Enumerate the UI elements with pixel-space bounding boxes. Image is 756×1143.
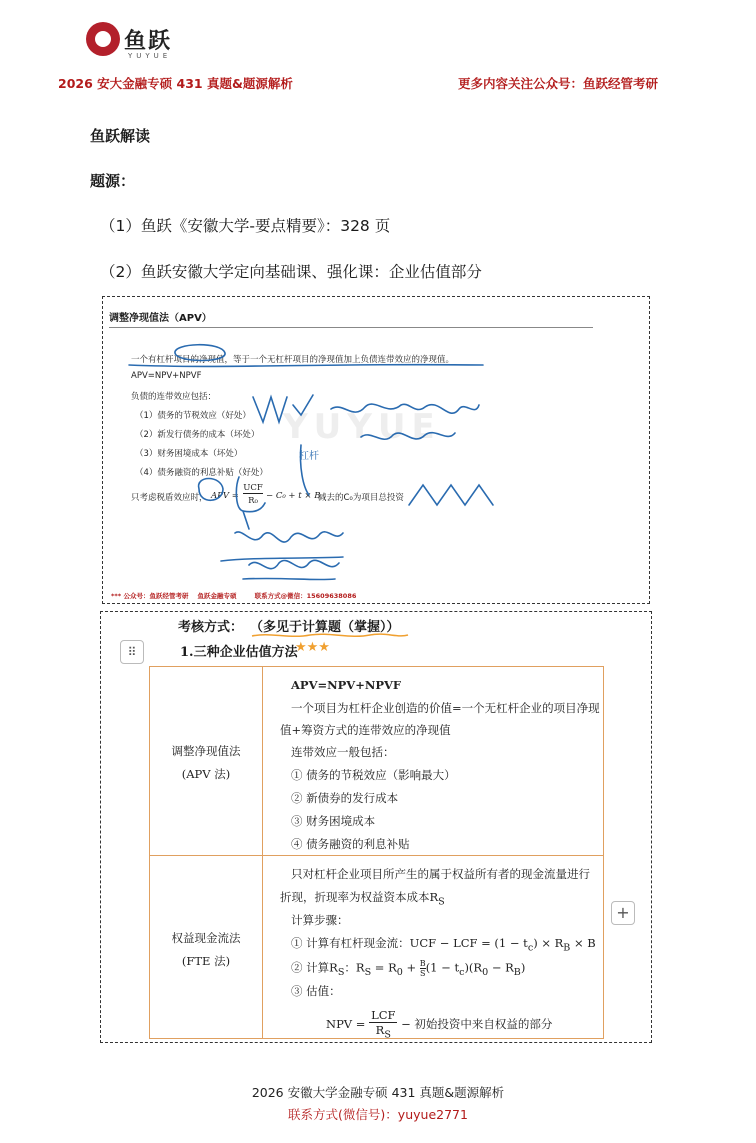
note-formula-prefix: 只考虑税盾效应时， (131, 493, 208, 503)
row2-step-3: ③ 估值： (291, 984, 341, 998)
topic-stars: ★★★ (295, 640, 330, 655)
note-line-7: （4）债务融资的利息补贴（好处） (135, 468, 268, 478)
watermark: YUYUE (283, 407, 441, 447)
logo-mark (86, 22, 120, 56)
section-title: 鱼跃解读 (90, 127, 151, 145)
note-line-4: （1）债务的节税效应（好处） (135, 411, 251, 421)
row1-item-1: ① 债务的节税效应（影响最大） (291, 768, 456, 782)
exam-label: 考核方式： (178, 620, 244, 635)
row1-desc-2: 值+筹资方式的连带效应的净现值 (280, 723, 451, 737)
row2-npv-fraction: LCF $R_S$ (371, 1008, 396, 1041)
note-line-3: 负债的连带效应包括： (131, 392, 217, 402)
row1-formula: APV=NPV+NPVF (291, 678, 402, 692)
exam-mode: （多见于计算题（掌握）） (250, 620, 400, 635)
handwriting-annotations (103, 297, 649, 603)
note-line-6: （3）财务困境成本（坏处） (135, 449, 243, 459)
source-label: 题源： (90, 172, 136, 190)
note-formula-denominator: R₀ (248, 496, 258, 506)
row1-abbr: (APV 法) (181, 767, 231, 781)
note-line-1: 一个有杠杆项目的净现值，等于一个无杠杆项目的净现值加上负债连带效应的净现值。 (131, 355, 455, 365)
table-row-divider (150, 855, 603, 856)
valuation-table (149, 666, 604, 1039)
footer-contact: 联系方式(微信号)：yuyue2771 (288, 1107, 468, 1122)
row1-item-2: ② 新债券的发行成本 (291, 791, 399, 805)
row1-desc-1: 一个项目为杠杆企业创造的价值=一个无杠杆企业的项目净现 (291, 701, 600, 715)
drag-handle-icon[interactable]: ⠿ (120, 640, 144, 664)
row2-step-1: ① 计算有杠杆现金流：UCF − LCF = $(1 - t_c) \times R_B \times B$ (291, 936, 596, 954)
row2-name: 权益现金流法 (171, 931, 241, 945)
row1-item-4: ④ 债务融资的利息补贴 (291, 837, 410, 851)
row1-name: 调整净现值法 (171, 744, 241, 758)
row2-npv-formula: NPV = LCF $R_S$ − 初始投资中来自权益的部分 (326, 1008, 553, 1041)
row2-abbr: (FTE 法) (181, 954, 231, 968)
note-screenshot (102, 296, 650, 604)
header-left-title: 2026 安大金融专硕 431 真题&题源解析 (58, 76, 293, 91)
header-right-title: 更多内容关注公众号：鱼跃经管考研 (458, 76, 659, 91)
note-formula-suffix: 减去的C₀为项目总投资 (318, 493, 404, 503)
note-line-2: APV=NPV+NPVF (131, 371, 202, 381)
note-heading: 调整净现值法（APV） (109, 313, 212, 324)
row2-steps-label: 计算步骤： (291, 913, 349, 927)
note-formula-apv: APV = (211, 491, 239, 501)
note-footer: *** 公众号：鱼跃经管考研 鱼跃金融专硕 联系方式@微信：15609638086 (111, 592, 357, 600)
row1-effects-label: 连带效应一般包括： (291, 745, 395, 759)
hand-note-lever: 杠杆 (299, 451, 319, 462)
add-block-icon[interactable]: + (611, 901, 635, 925)
note-line-5: （2）新发行债务的成本（坏处） (135, 430, 260, 440)
footer-title: 2026 安徽大学金融专硕 431 真题&题源解析 (251, 1085, 505, 1100)
logo-subtitle: YUYUE (128, 52, 172, 60)
row1-item-3: ③ 财务困境成本 (291, 814, 376, 828)
exam-mode-underline (250, 630, 410, 640)
row2-step-2: ② 计算$R_S$：$R_S = R_0$ + $\frac{B}{S}$ $(1 - t_c)(R_0 - R_B)$ (291, 959, 526, 978)
note-formula-rest: − C₀ + t × B (266, 491, 321, 501)
row2-step2-fraction: $\frac{B}{S}$ (419, 959, 426, 978)
source-item-2: （2）鱼跃安徽大学定向基础课、强化课：企业估值部分 (100, 263, 482, 281)
note-formula-numerator: UCF (243, 483, 263, 493)
topic-title: 1.三种企业估值方法 (180, 645, 298, 660)
row2-desc-1: 只对杠杆企业项目所产生的属于权益所有者的现金流量进行 (291, 867, 590, 881)
logo-text: 鱼跃 (124, 28, 173, 54)
table-column-divider (262, 667, 263, 1038)
source-item-1: （1）鱼跃《安徽大学-要点精要》：328 页 (100, 217, 391, 235)
row2-desc-2: 折现，折现率为权益资本成本$R_S$ (280, 890, 445, 908)
